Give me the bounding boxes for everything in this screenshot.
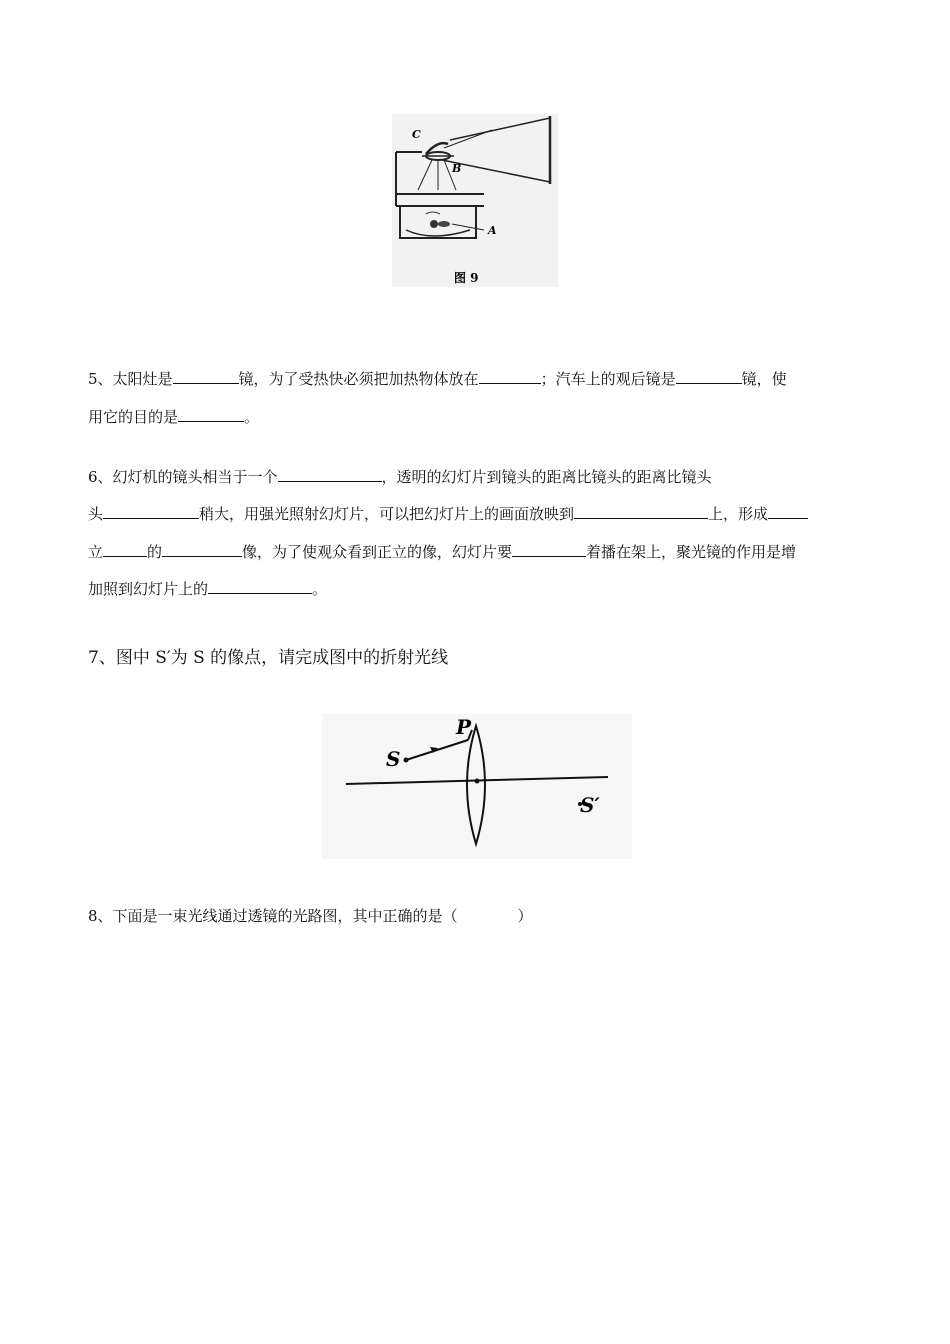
answer-blank[interactable]: [479, 368, 541, 384]
question-8: 8、下面是一束光线通过透镜的光路图，其中正确的是（ ）: [88, 907, 533, 925]
answer-blank[interactable]: [103, 541, 147, 557]
question-7: 7、图中 S′为 S 的像点，请完成图中的折射光线: [88, 648, 449, 668]
incident-ray: [406, 740, 468, 760]
q5-text: 镜，为了受热快必须把加热物体放在: [238, 370, 479, 388]
q6-text: 加照到幻灯片上的: [88, 580, 209, 598]
q6-text: 立: [88, 543, 104, 561]
q6-text: ，透明的幻灯片到镜头的距离比镜头的距离比镜头: [381, 468, 712, 486]
answer-blank[interactable]: [208, 578, 312, 594]
q6-text: 上，形成: [708, 505, 769, 523]
answer-blank[interactable]: [178, 406, 244, 422]
question-6-line-3: [88, 541, 796, 562]
q6-text: 6、幻灯机的镜头相当于一个: [88, 468, 278, 486]
question-6-line-4: [88, 578, 327, 599]
label-b: B: [452, 162, 462, 175]
q6-text: 的: [147, 543, 163, 561]
question-5-line-1: [88, 368, 787, 389]
q5-text: 。: [244, 408, 260, 426]
answer-blank[interactable]: [512, 541, 586, 557]
label-c: C: [412, 128, 421, 141]
answer-blank[interactable]: [676, 368, 742, 384]
label-s-prime: S′: [580, 793, 600, 817]
label-p: P: [456, 715, 472, 739]
q6-text: 。: [312, 580, 328, 598]
answer-blank[interactable]: [768, 503, 808, 519]
label-s: S: [386, 747, 401, 771]
question-6-line-2: [88, 503, 808, 524]
q5-text: 镜，使: [741, 370, 787, 388]
q6-text: 稍大，用强光照射幻灯片，可以把幻灯片上的画面放映到: [199, 505, 575, 523]
answer-blank[interactable]: [574, 503, 708, 519]
q5-text: ；汽车上的观后镜是: [540, 370, 676, 388]
lens-figure: [322, 714, 632, 859]
answer-blank[interactable]: [162, 541, 242, 557]
q6-text: 像，为了使观众看到正立的像，幻灯片要: [242, 543, 513, 561]
q5-text: 用它的目的是: [88, 408, 179, 426]
figure-9-caption: 图 9: [454, 271, 479, 285]
q5-text: 5、太阳灶是: [88, 370, 173, 388]
figure-9: [392, 114, 558, 287]
q6-text: 头: [88, 505, 104, 523]
convex-lens: [467, 726, 485, 844]
lens-diagram: [322, 714, 632, 859]
question-6-line-1: [88, 466, 712, 487]
answer-blank[interactable]: [278, 466, 382, 482]
question-5-line-2: [88, 406, 259, 427]
label-a: A: [488, 224, 497, 237]
q6-text: 着播在架上，聚光镜的作用是增: [586, 543, 797, 561]
figure-9-diagram: [392, 114, 558, 287]
answer-blank[interactable]: [173, 368, 239, 384]
answer-blank[interactable]: [103, 503, 199, 519]
